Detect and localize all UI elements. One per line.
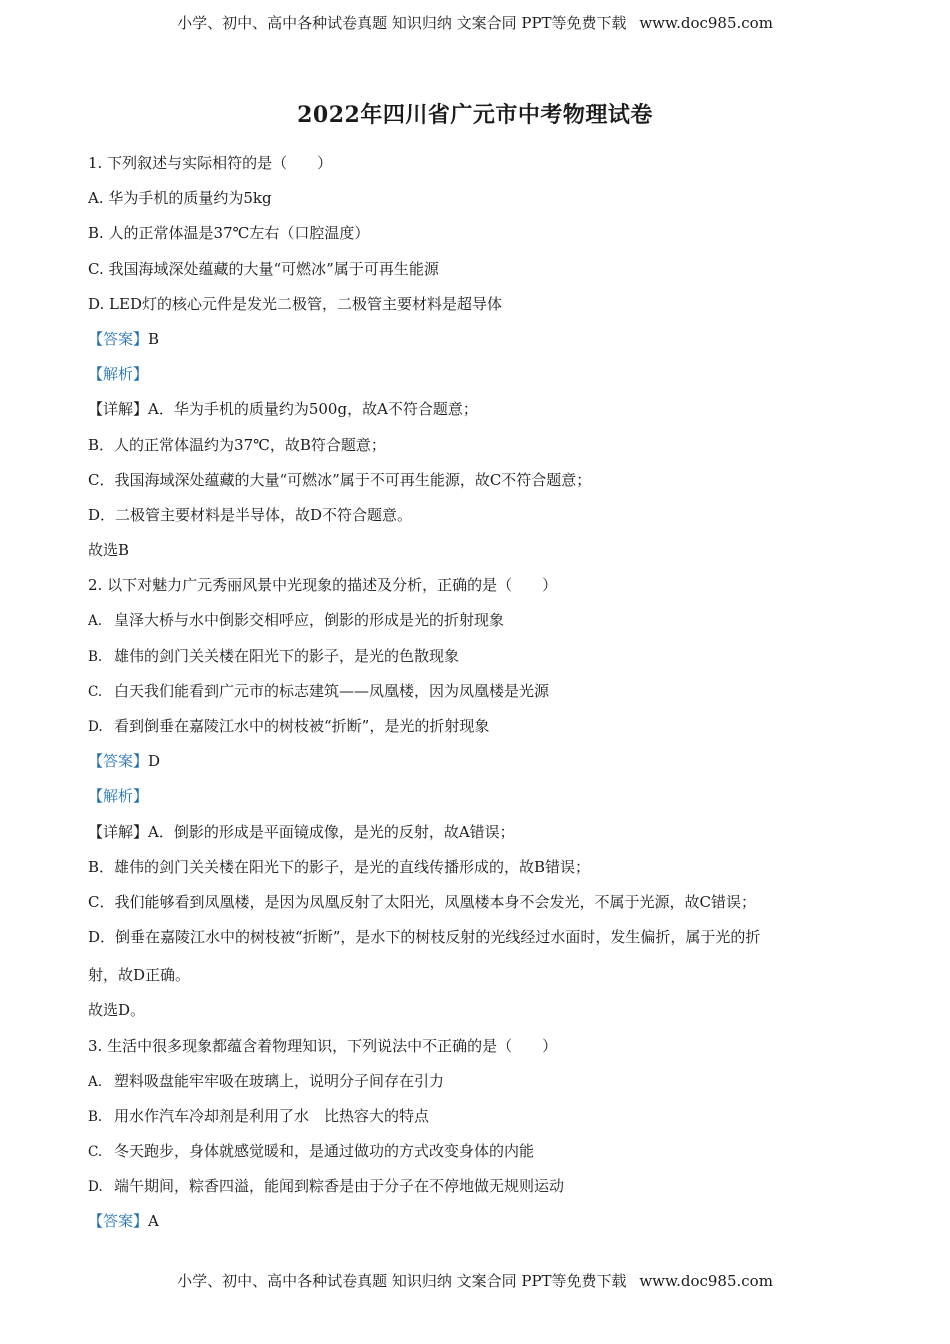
q2-detail-c: C．我们能够看到凤凰楼，是因为凤凰反射了太阳光，凤凰楼本身不会发光，不属于光源，故C错误； — [88, 892, 756, 911]
q2-option-b — [88, 645, 868, 667]
q2-answer-value: D — [148, 752, 161, 771]
page-header — [0, 12, 950, 33]
q1-detail-d: D．二极管主要材料是半导体，故D不符合题意。 — [88, 505, 413, 524]
page-footer — [0, 1270, 950, 1291]
q2-detail-b: B．雄伟的剑门关关楼在阳光下的影子，是光的直线传播形成的，故B错误； — [88, 857, 591, 876]
q3-option-d-text: 端午期间，粽香四溢，能闻到粽香是由于分子在不停地做无规则运动 — [114, 1177, 565, 1196]
detail-tag: 【详解】 — [88, 822, 149, 841]
q1-conclusion: 故选B — [88, 541, 130, 560]
analysis-tag: 【解析】 — [88, 787, 149, 806]
q2-detail-d-line2: 射，故D正确。 — [88, 966, 191, 985]
q2-option-d-label: D. — [88, 719, 103, 735]
q1-detail-a — [88, 398, 868, 420]
footer-text: 小学、初中、高中各种试卷真题 知识归纳 文案合同 PPT等免费下载 — [177, 1272, 627, 1290]
q1-option-d: D. LED灯的核心元件是发光二极管，二极管主要材料是超导体 — [88, 294, 502, 313]
q2-option-c-text: 白天我们能看到广元市的标志建筑——凤凰楼，因为凤凰楼是光源 — [114, 681, 550, 700]
q3-option-b — [88, 1105, 868, 1127]
answer-tag: 【答案】 — [88, 329, 149, 348]
q3-option-c-text: 冬天跑步，身体就感觉暖和，是通过做功的方式改变身体的内能 — [114, 1142, 535, 1161]
answer-tag: 【答案】 — [88, 752, 149, 771]
q2-stem: 2. 以下对魅力广元秀丽风景中光现象的描述及分析，正确的是（ ） — [88, 576, 558, 595]
q1-detail-a-text: A．华为手机的质量约为500g，故A不符合题意； — [148, 400, 478, 419]
q3-option-a-label: A. — [88, 1073, 103, 1090]
footer-url[interactable]: www.doc985.com — [639, 1272, 773, 1290]
q1-answer-value: B — [148, 329, 160, 348]
q3-option-c-label: C. — [88, 1144, 103, 1161]
q1-detail-c: C．我国海域深处蕴藏的大量“可燃冰”属于不可再生能源，故C不符合题意； — [88, 470, 592, 489]
q2-answer — [88, 750, 868, 772]
detail-tag: 【详解】 — [88, 400, 149, 419]
q2-detail-a — [88, 821, 868, 843]
q3-option-c — [88, 1140, 868, 1162]
q3-answer — [88, 1210, 868, 1232]
q2-option-c-label: C. — [88, 683, 103, 700]
q2-option-a-text: 皇泽大桥与水中倒影交相呼应，倒影的形成是光的折射现象 — [114, 611, 505, 630]
q1-option-b: B. 人的正常体温是37℃左右（口腔温度） — [88, 224, 370, 243]
q1-stem: 1. 下列叙述与实际相符的是（ ） — [88, 154, 333, 172]
analysis-tag: 【解析】 — [88, 365, 149, 384]
q1-detail-b: B．人的正常体温约为37℃，故B符合题意； — [88, 435, 386, 454]
q3-option-a-text: 塑料吸盘能牢牢吸在玻璃上，说明分子间存在引力 — [114, 1071, 445, 1090]
page-title: 2022年四川省广元市中考物理试卷 — [297, 102, 653, 128]
q3-option-b-text: 用水作汽车冷却剂是利用了水 比热容大的特点 — [114, 1106, 430, 1125]
q2-analysis — [88, 785, 868, 807]
q2-option-b-text: 雄伟的剑门关关楼在阳光下的影子，是光的色散现象 — [114, 646, 460, 665]
q1-answer — [88, 328, 868, 350]
q3-option-b-label: B. — [88, 1108, 103, 1125]
exam-content — [88, 152, 868, 1246]
q2-detail-a-text: A．倒影的形成是平面镜成像，是光的反射，故A错误； — [148, 822, 515, 841]
header-url[interactable]: www.doc985.com — [639, 14, 773, 32]
q3-option-d — [88, 1175, 868, 1197]
q3-answer-value: A — [148, 1212, 159, 1231]
q2-option-c — [88, 680, 868, 702]
q2-detail-d-line1: D．倒垂在嘉陵江水中的树枝被“折断”，是水下的树枝反射的光线经过水面时，发生偏折，属于光的折 — [88, 928, 761, 947]
q2-option-a-label: A. — [88, 613, 103, 630]
q1-option-c: C. 我国海域深处蕴藏的大量“可燃冰”属于可再生能源 — [88, 259, 439, 278]
q3-stem: 3. 生活中很多现象都蕴含着物理知识，下列说法中不正确的是（ ） — [88, 1036, 558, 1055]
q1-analysis — [88, 363, 868, 385]
q3-option-d-label: D. — [88, 1179, 103, 1196]
header-text: 小学、初中、高中各种试卷真题 知识归纳 文案合同 PPT等免费下载 — [177, 14, 627, 32]
q2-conclusion: 故选D。 — [88, 1001, 146, 1020]
q3-option-a — [88, 1070, 868, 1092]
q2-option-a — [88, 609, 868, 631]
q1-option-a: A. 华为手机的质量约为5kg — [88, 189, 272, 208]
q2-option-b-label: B. — [88, 648, 103, 665]
answer-tag: 【答案】 — [88, 1212, 149, 1231]
q2-option-d — [88, 715, 868, 737]
q2-option-d-text: 看到倒垂在嘉陵江水中的树枝被“折断”，是光的折射现象 — [114, 717, 490, 735]
